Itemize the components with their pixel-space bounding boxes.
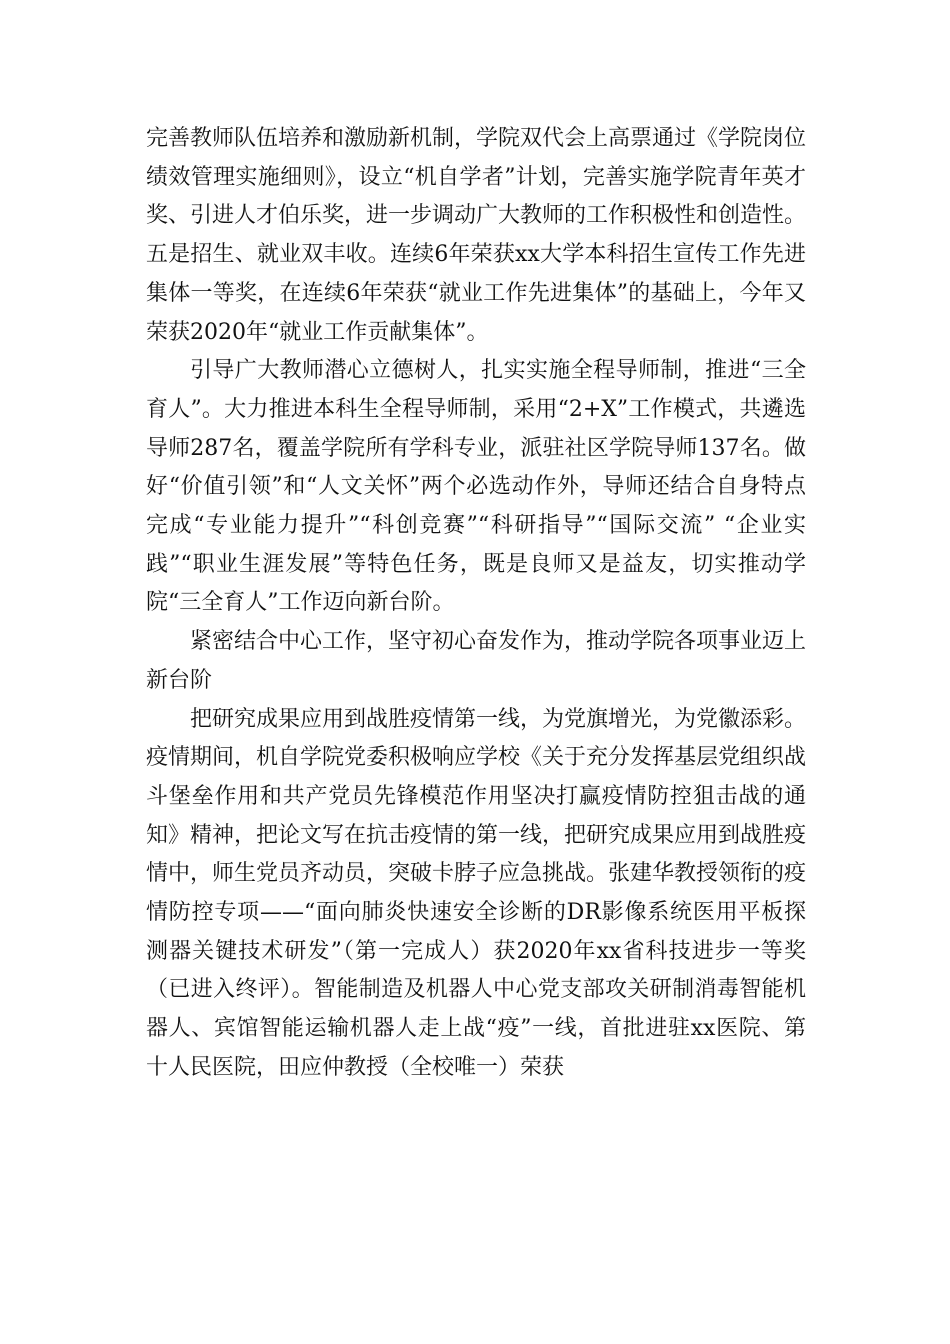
document-body — [146, 120, 806, 1088]
paragraph-4: 把研究成果应用到战胜疫情第一线，为党旗增光，为党徽添彩。疫情期间，机自学院党委积极响应学校《关于充分发挥基层党组织战斗堡垒作用和共产党员先锋模范作用坚决打赢疫情防控狙击战的通知》精神，把论文写在抗击疫情的第一线，把研究成果应用到战胜疫情中，师生党员齐动员，突破卡脖子应急挑战。张建华教授领衔的疫情防控专项——“面向肺炎快速安全诊断的DR影像系统医用平板探测器关键技术研发”（第一完成人）获2020年xx省科技进步一等奖（已进入终评）。智能制造及机器人中心党支部攻关研制消毒智能机器人、宾馆智能运输机器人走上战“疫”一线，首批进驻xx医院、第十人民医院，田应仲教授（全校唯一）荣获 — [146, 706, 807, 1080]
paragraph-1: 完善教师队伍培养和激励新机制，学院双代会上高票通过《学院岗位绩效管理实施细则》，设立“机自学者”计划，完善实施学院青年英才奖、引进人才伯乐奖，进一步调动广大教师的工作积极性和创造性。五是招生、就业双丰收。连续6年荣获xx大学本科招生宣传工作先进集体一等奖，在连续6年荣获“就业工作先进集体”的基础上，今年又荣获2020年“就业工作贡献集体”。 — [146, 126, 807, 345]
paragraph-2: 引导广大教师潜心立德树人，扎实实施全程导师制，推进“三全育人”。大力推进本科生全程导师制，采用“2+X”工作模式，共遴选导师287名，覆盖学院所有学科专业，派驻社区学院导师137名。做好“价值引领”和“人文关怀”两个必选动作外，导师还结合自身特点完成“专业能力提升”“科创竞赛”“科研指导”“国际交流” “企业实践”“职业生涯发展”等特色任务，既是良师又是益友，切实推动学院“三全育人”工作迈向新台阶。 — [146, 358, 806, 616]
paragraph-3-heading: 紧密结合中心工作，坚守初心奋发作为，推动学院各项事业迈上新台阶 — [146, 629, 807, 693]
